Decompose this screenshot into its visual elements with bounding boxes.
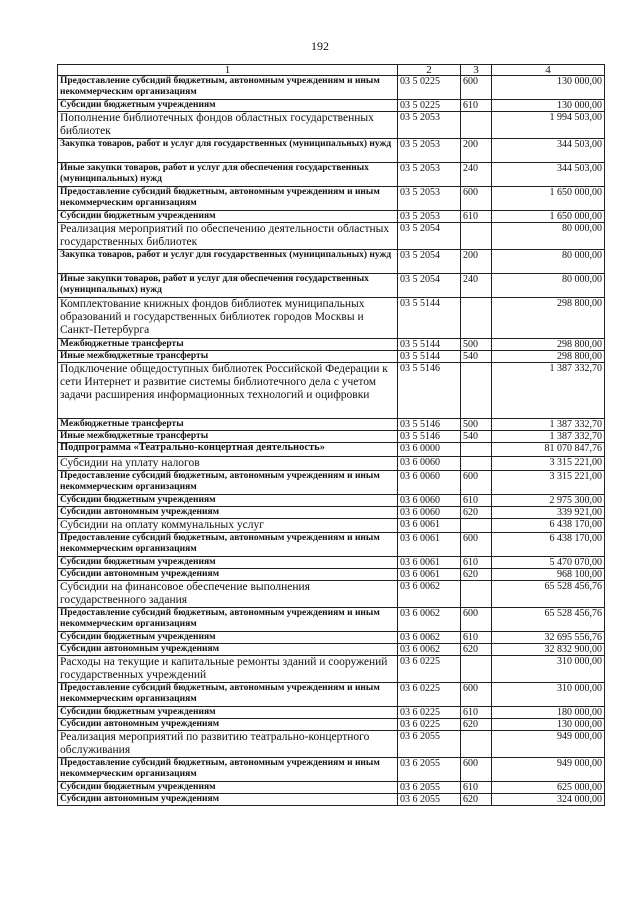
table-row xyxy=(58,298,605,339)
row-code: 03 5 2053 xyxy=(398,163,461,187)
row-amount: 80 000,00 xyxy=(492,223,605,250)
row-name: Иные закупки товаров, работ и услуг для обеспечения государственных (муниципальных) нужд xyxy=(58,274,398,298)
row-name: Закупка товаров, работ и услуг для государственных (муниципальных) нужд xyxy=(58,139,398,163)
row-type: 620 xyxy=(461,719,492,731)
row-amount: 949 000,00 xyxy=(492,731,605,758)
row-name: Иные закупки товаров, работ и услуг для обеспечения государственных (муниципальных) нужд xyxy=(58,163,398,187)
table-row xyxy=(58,211,605,223)
row-code: 03 6 0225 xyxy=(398,683,461,707)
row-code: 03 6 0060 xyxy=(398,495,461,507)
row-name: Предоставление субсидий бюджетным, автономным учреждениям и иным некоммерческим организациям xyxy=(58,758,398,782)
row-code: 03 6 0062 xyxy=(398,644,461,656)
table-row xyxy=(58,457,605,471)
row-code: 03 6 0061 xyxy=(398,533,461,557)
row-type: 610 xyxy=(461,100,492,112)
row-code: 03 5 5144 xyxy=(398,298,461,339)
row-code: 03 6 0060 xyxy=(398,457,461,471)
table-body xyxy=(58,76,605,806)
row-type: 600 xyxy=(461,533,492,557)
row-type: 240 xyxy=(461,163,492,187)
table-row xyxy=(58,495,605,507)
row-name: Комплектование книжных фондов библиотек муниципальных образований и государственных библиотек городов Москвы и Санкт-Петербурга xyxy=(58,298,398,339)
row-name: Предоставление субсидий бюджетным, автономным учреждениям и иным некоммерческим организациям xyxy=(58,76,398,100)
row-name: Субсидии бюджетным учреждениям xyxy=(58,632,398,644)
row-code: 03 6 0062 xyxy=(398,581,461,608)
row-amount: 1 650 000,00 xyxy=(492,187,605,211)
row-code: 03 5 2053 xyxy=(398,112,461,139)
row-name: Закупка товаров, работ и услуг для государственных (муниципальных) нужд xyxy=(58,250,398,274)
row-code: 03 6 0061 xyxy=(398,557,461,569)
row-name: Субсидии бюджетным учреждениям xyxy=(58,707,398,719)
row-type xyxy=(461,223,492,250)
row-name: Предоставление субсидий бюджетным, автономным учреждениям и иным некоммерческим организациям xyxy=(58,683,398,707)
row-code: 03 6 0061 xyxy=(398,569,461,581)
row-amount: 3 315 221,00 xyxy=(492,457,605,471)
row-type xyxy=(461,298,492,339)
table-row xyxy=(58,794,605,806)
row-name: Субсидии бюджетным учреждениям xyxy=(58,557,398,569)
table-row xyxy=(58,443,605,457)
row-amount: 1 650 000,00 xyxy=(492,211,605,223)
row-amount: 1 387 332,70 xyxy=(492,363,605,419)
row-code: 03 6 2055 xyxy=(398,794,461,806)
table-row xyxy=(58,163,605,187)
row-amount: 80 000,00 xyxy=(492,250,605,274)
row-type: 620 xyxy=(461,794,492,806)
header-col-2: 2 xyxy=(398,65,461,76)
row-type: 610 xyxy=(461,707,492,719)
row-type xyxy=(461,731,492,758)
table-row xyxy=(58,100,605,112)
row-type: 200 xyxy=(461,139,492,163)
row-amount: 344 503,00 xyxy=(492,139,605,163)
header-col-4: 4 xyxy=(492,65,605,76)
row-name: Пополнение библиотечных фондов областных государственных библиотек xyxy=(58,112,398,139)
row-code: 03 6 0062 xyxy=(398,632,461,644)
row-amount: 344 503,00 xyxy=(492,163,605,187)
table-row xyxy=(58,557,605,569)
row-type xyxy=(461,457,492,471)
row-name: Предоставление субсидий бюджетным, автономным учреждениям и иным некоммерческим организациям xyxy=(58,187,398,211)
row-type xyxy=(461,112,492,139)
row-type: 600 xyxy=(461,683,492,707)
row-code: 03 5 2053 xyxy=(398,187,461,211)
table-row xyxy=(58,139,605,163)
row-code: 03 5 0225 xyxy=(398,100,461,112)
table-row xyxy=(58,782,605,794)
row-name: Субсидии автономным учреждениям xyxy=(58,794,398,806)
table-row xyxy=(58,419,605,431)
row-name: Реализация мероприятий по обеспечению деятельности областных государственных библиотек xyxy=(58,223,398,250)
row-code: 03 5 5146 xyxy=(398,363,461,419)
row-type: 610 xyxy=(461,557,492,569)
row-type: 610 xyxy=(461,495,492,507)
row-amount: 6 438 170,00 xyxy=(492,533,605,557)
row-type: 600 xyxy=(461,758,492,782)
row-amount: 949 000,00 xyxy=(492,758,605,782)
row-name: Межбюджетные трансферты xyxy=(58,419,398,431)
table-row xyxy=(58,731,605,758)
row-amount: 32 695 556,76 xyxy=(492,632,605,644)
row-amount: 65 528 456,76 xyxy=(492,581,605,608)
row-type xyxy=(461,363,492,419)
row-amount: 339 921,00 xyxy=(492,507,605,519)
row-type: 200 xyxy=(461,250,492,274)
table-row xyxy=(58,719,605,731)
row-code: 03 6 0225 xyxy=(398,656,461,683)
row-type: 540 xyxy=(461,351,492,363)
row-amount: 80 000,00 xyxy=(492,274,605,298)
row-name: Субсидии автономным учреждениям xyxy=(58,644,398,656)
row-name: Субсидии бюджетным учреждениям xyxy=(58,211,398,223)
row-name: Субсидии на финансовое обеспечение выполнения государственного задания xyxy=(58,581,398,608)
row-name: Межбюджетные трансферты xyxy=(58,339,398,351)
row-amount: 180 000,00 xyxy=(492,707,605,719)
row-code: 03 5 2054 xyxy=(398,250,461,274)
row-amount: 2 975 300,00 xyxy=(492,495,605,507)
table-row xyxy=(58,608,605,632)
row-code: 03 5 2054 xyxy=(398,223,461,250)
row-name: Предоставление субсидий бюджетным, автономным учреждениям и иным некоммерческим организациям xyxy=(58,471,398,495)
row-code: 03 6 2055 xyxy=(398,782,461,794)
row-name: Подпрограмма «Театрально-концертная деятельность» xyxy=(58,443,398,457)
row-type: 620 xyxy=(461,569,492,581)
header-row xyxy=(58,65,605,76)
table-row xyxy=(58,632,605,644)
row-code: 03 6 0060 xyxy=(398,507,461,519)
row-amount: 968 100,00 xyxy=(492,569,605,581)
row-type: 600 xyxy=(461,471,492,495)
row-name: Субсидии бюджетным учреждениям xyxy=(58,782,398,794)
row-amount: 65 528 456,76 xyxy=(492,608,605,632)
row-name: Субсидии автономным учреждениям xyxy=(58,507,398,519)
table-row xyxy=(58,581,605,608)
table-row xyxy=(58,471,605,495)
table-row xyxy=(58,351,605,363)
row-code: 03 5 2054 xyxy=(398,274,461,298)
row-type: 610 xyxy=(461,632,492,644)
row-code: 03 5 5146 xyxy=(398,419,461,431)
row-code: 03 6 0225 xyxy=(398,719,461,731)
table-row xyxy=(58,656,605,683)
table-row xyxy=(58,112,605,139)
row-amount: 130 000,00 xyxy=(492,76,605,100)
table-row xyxy=(58,76,605,100)
table-row xyxy=(58,274,605,298)
row-code: 03 5 5144 xyxy=(398,339,461,351)
header-col-1: 1 xyxy=(58,65,398,76)
row-name: Предоставление субсидий бюджетным, автономным учреждениям и иным некоммерческим организациям xyxy=(58,608,398,632)
row-name: Реализация мероприятий по развитию театрально-концертного обслуживания xyxy=(58,731,398,758)
table-row xyxy=(58,533,605,557)
table-row xyxy=(58,363,605,419)
row-type: 540 xyxy=(461,431,492,443)
table-row xyxy=(58,507,605,519)
row-name: Подключение общедоступных библиотек Российской Федерации к сети Интернет и развитие системы библиотечного дела с учетом задачи расширения информационных технологий и оцифровки xyxy=(58,363,398,419)
row-amount: 6 438 170,00 xyxy=(492,519,605,533)
row-name: Иные межбюджетные трансферты xyxy=(58,351,398,363)
row-code: 03 5 2053 xyxy=(398,139,461,163)
row-name: Субсидии на оплату коммунальных услуг xyxy=(58,519,398,533)
row-name: Субсидии автономным учреждениям xyxy=(58,719,398,731)
row-name: Субсидии на уплату налогов xyxy=(58,457,398,471)
row-type xyxy=(461,656,492,683)
row-type xyxy=(461,581,492,608)
row-code: 03 6 0000 xyxy=(398,443,461,457)
row-amount: 298 800,00 xyxy=(492,351,605,363)
table-row xyxy=(58,250,605,274)
table-row xyxy=(58,187,605,211)
row-type: 620 xyxy=(461,507,492,519)
header-col-3: 3 xyxy=(461,65,492,76)
row-amount: 81 070 847,76 xyxy=(492,443,605,457)
table-row xyxy=(58,707,605,719)
row-amount: 298 800,00 xyxy=(492,339,605,351)
row-type: 620 xyxy=(461,644,492,656)
row-amount: 1 387 332,70 xyxy=(492,431,605,443)
row-code: 03 6 0225 xyxy=(398,707,461,719)
row-code: 03 5 5146 xyxy=(398,431,461,443)
table-row xyxy=(58,758,605,782)
table-row xyxy=(58,644,605,656)
row-name: Предоставление субсидий бюджетным, автономным учреждениям и иным некоммерческим организациям xyxy=(58,533,398,557)
row-name: Субсидии автономным учреждениям xyxy=(58,569,398,581)
row-amount: 324 000,00 xyxy=(492,794,605,806)
row-type: 600 xyxy=(461,187,492,211)
budget-table xyxy=(57,64,605,806)
row-type: 600 xyxy=(461,608,492,632)
row-name: Субсидии бюджетным учреждениям xyxy=(58,495,398,507)
row-code: 03 6 2055 xyxy=(398,731,461,758)
row-type: 610 xyxy=(461,211,492,223)
page-number: 192 xyxy=(311,39,329,53)
row-type xyxy=(461,443,492,457)
table-row xyxy=(58,569,605,581)
row-amount: 1 994 503,00 xyxy=(492,112,605,139)
row-amount: 298 800,00 xyxy=(492,298,605,339)
row-amount: 3 315 221,00 xyxy=(492,471,605,495)
row-code: 03 6 0060 xyxy=(398,471,461,495)
row-amount: 130 000,00 xyxy=(492,719,605,731)
row-type: 600 xyxy=(461,76,492,100)
row-type: 610 xyxy=(461,782,492,794)
row-amount: 310 000,00 xyxy=(492,656,605,683)
table-row xyxy=(58,339,605,351)
row-code: 03 5 2053 xyxy=(398,211,461,223)
table-row xyxy=(58,223,605,250)
row-type xyxy=(461,519,492,533)
row-type: 500 xyxy=(461,339,492,351)
row-code: 03 6 2055 xyxy=(398,758,461,782)
row-amount: 310 000,00 xyxy=(492,683,605,707)
row-code: 03 5 0225 xyxy=(398,76,461,100)
row-name: Иные межбюджетные трансферты xyxy=(58,431,398,443)
row-amount: 5 470 070,00 xyxy=(492,557,605,569)
row-amount: 625 000,00 xyxy=(492,782,605,794)
table-row xyxy=(58,683,605,707)
row-code: 03 6 0061 xyxy=(398,519,461,533)
row-code: 03 6 0062 xyxy=(398,608,461,632)
table-row xyxy=(58,431,605,443)
row-type: 500 xyxy=(461,419,492,431)
row-code: 03 5 5144 xyxy=(398,351,461,363)
row-name: Субсидии бюджетным учреждениям xyxy=(58,100,398,112)
row-amount: 32 832 900,00 xyxy=(492,644,605,656)
table-row xyxy=(58,519,605,533)
row-amount: 130 000,00 xyxy=(492,100,605,112)
row-amount: 1 387 332,70 xyxy=(492,419,605,431)
row-type: 240 xyxy=(461,274,492,298)
row-name: Расходы на текущие и капитальные ремонты зданий и сооружений государственных учреждений xyxy=(58,656,398,683)
